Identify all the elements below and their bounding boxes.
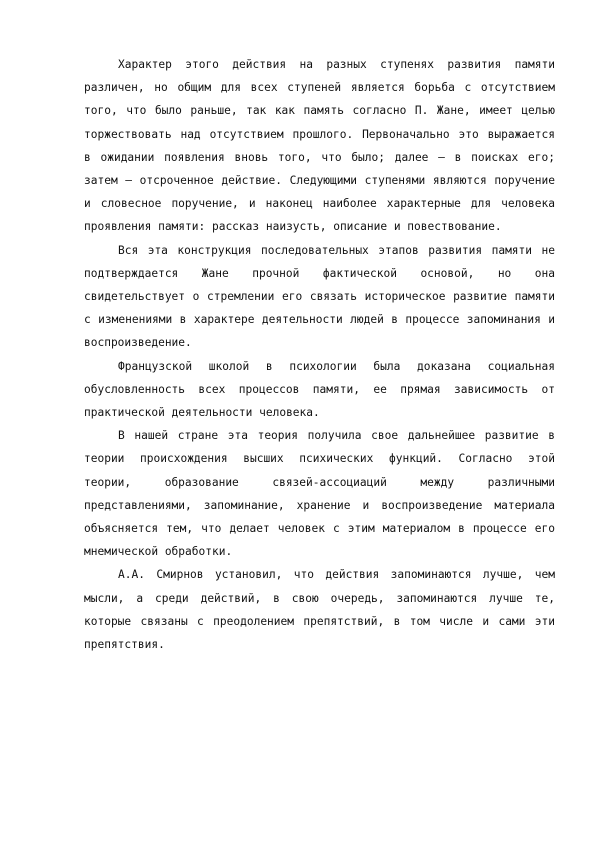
paragraph-3: Французской школой в психологии была доказана социальная обусловленность всех процессов памяти, ее прямая зависимость от практической деятельности человека. [84,359,555,420]
paragraph-1: Характер этого действия на разных ступенях развития памяти различен, но общим для всех ступеней является борьба с отсутствием того, что было раньше, так как память согласно П. Жане, имеет целью торжествовать над отсутствием прошлого. Первоначально это выражается в ожидании появления вновь того, что было; далее – в поисках его; затем – отсроченное действие. Следующими ступенями являются поручение и словесное поручение, и наконец наиболее характерные для человека проявления памяти: рассказ наизусть, описание и повествование. [84,58,555,234]
paragraph-4: В нашей стране эта теория получила свое дальнейшее развитие в теории происхождения высших психических функций. Согласно этой теории, образование связей-ассоциаций между различными представлениями, запоминание, хранение и воспроизведение материала объясняется тем, что делает человек с этим материалом в процессе его мнемической обработки. [84,429,555,559]
paragraph-2: Вся эта конструкция последовательных этапов развития памяти не подтверждается Жане прочной фактической основой, но она свидетельствует о стремлении его связать историческое развитие памяти с изменениями в характере деятельности людей в процессе запоминания и воспроизведение. [84,243,555,350]
text-body [84,53,555,656]
paragraph-5: А.А. Смирнов установил, что действия запоминаются лучше, чем мысли, а среди действий, в свою очередь, запоминаются лучше те, которые связаны с преодолением препятствий, в том числе и сами эти препятствия. [84,568,555,652]
